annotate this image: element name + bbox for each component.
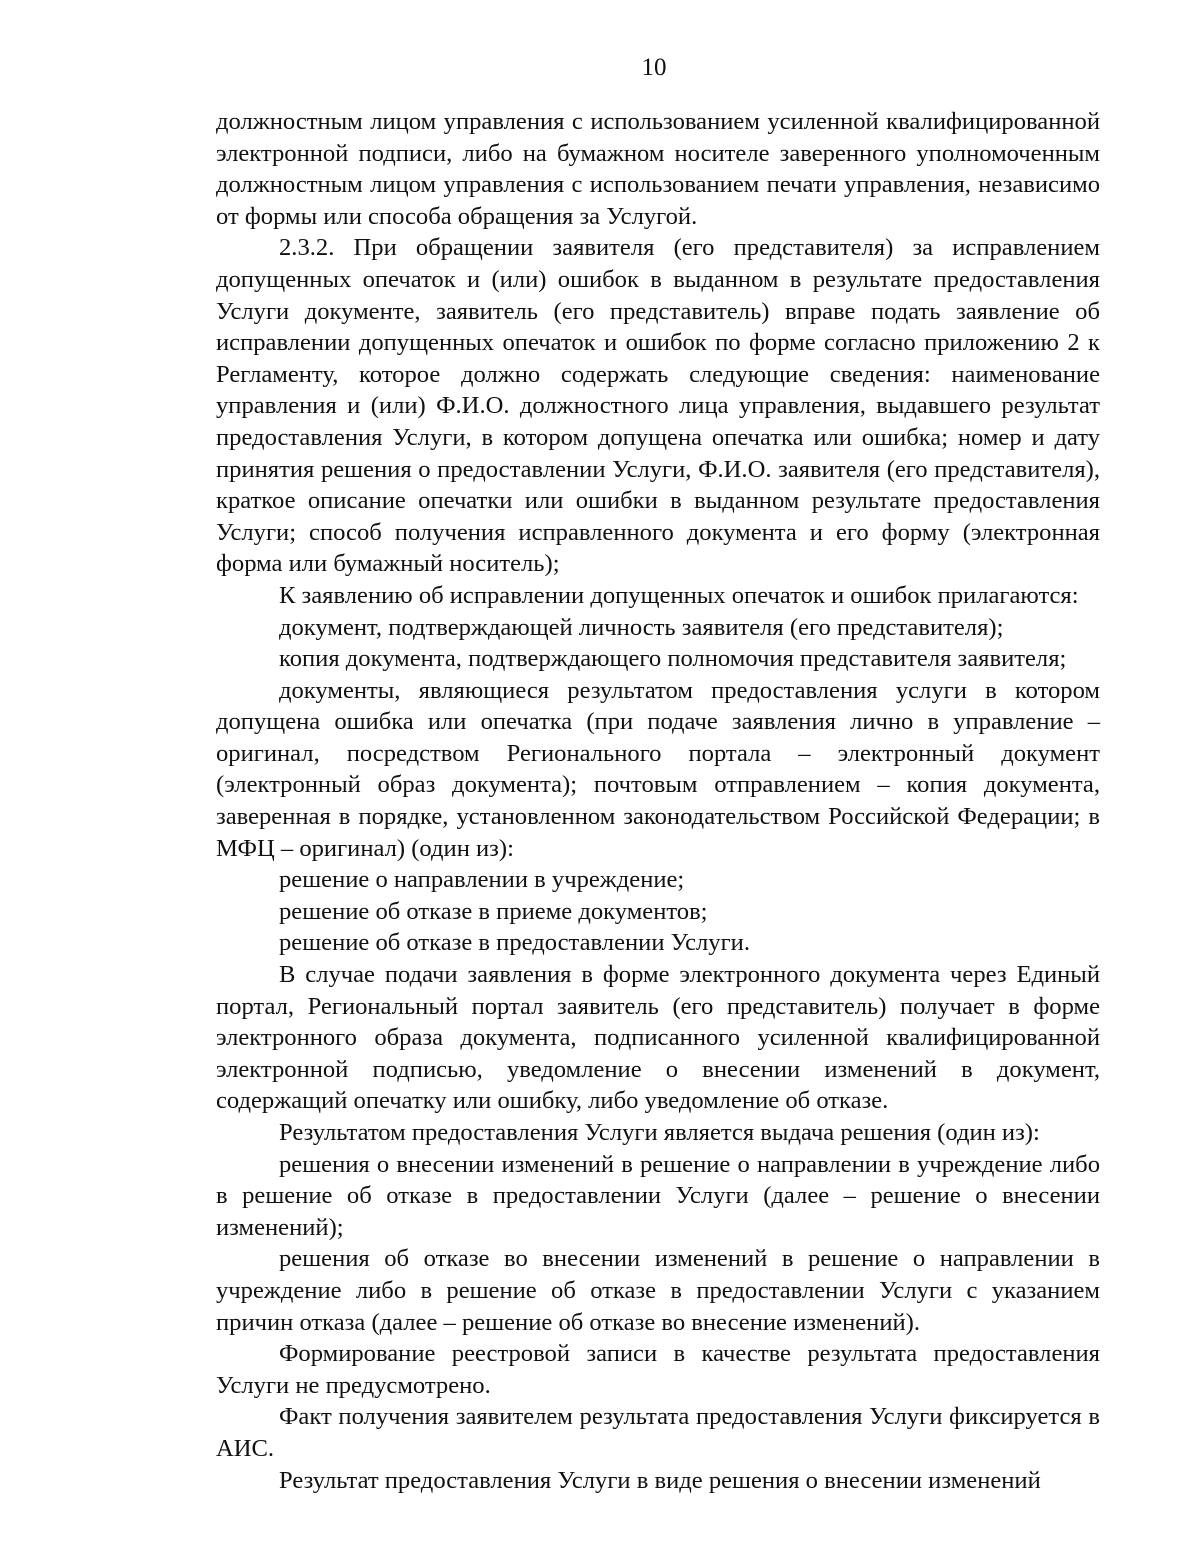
list-item-identity-document: документ, подтверждающей личность заявителя (его представителя); — [279, 613, 1004, 641]
paragraph-attachments-intro: К заявлению об исправлении допущенных опечаток и ошибок прилагаются: — [279, 581, 1079, 609]
paragraph-result-intro: Результатом предоставления Услуги является выдача решения (один из): — [279, 1119, 1040, 1146]
list-item-decision-refusal-changes: решения об отказе во внесении изменений в решение о направлении в учреждение либо в решение об отказе в предоставлении Услуги с указанием причин отказа (далее – решение об отказе во внесение изменений). — [216, 1245, 1100, 1336]
list-item-decision-refusal-service: решение об отказе в предоставлении Услуги. — [279, 929, 750, 957]
paragraph-continuation: должностным лицом управления с использованием усиленной квалифицированной электронной подписи, либо на бумажном носителе заверенного уполномоченным должностным лицом управления с использованием печати управления, независимо от формы или способа обращения за Услугой. — [216, 108, 1100, 230]
list-item-decision-refusal-acceptance: решение об отказе в приеме документов; — [279, 897, 708, 925]
paragraph-electronic-submission: В случае подачи заявления в форме электронного документа через Единый портал, Региональный портал заявитель (его представитель) получает в форме электронного образа документа, подписанного усиленной квалифицированной электронной подписью, уведомление о внесении изменений в документ, содержащий опечатку или ошибку, либо уведомление об отказе. — [216, 961, 1100, 1115]
paragraph-ais-record: Факт получения заявителем результата предоставления Услуги фиксируется в АИС. — [216, 1403, 1100, 1462]
paragraph-registry-record: Формирование реестровой записи в качестве результата предоставления Услуги не предусмотрено. — [216, 1340, 1100, 1399]
list-item-result-documents: документы, являющиеся результатом предоставления услуги в котором допущена ошибка или опечатка (при подаче заявления лично в управление – оригинал, посредством Регионального портала – электронный документ (электронный образ документа); почтовым отправлением – копия документа, заверенная в порядке, установленном законодательством Российской Федерации; в МФЦ – оригинал) (один из): — [216, 676, 1100, 862]
page-number: 10 — [641, 54, 667, 81]
list-item-decision-referral: решение о направлении в учреждение; — [279, 866, 685, 894]
list-item-decision-changes: решения о внесении изменений в решение о направлении в учреждение либо в решение об отказе в предоставлении Услуги (далее – решение о внесении изменений); — [216, 1150, 1100, 1241]
document-body — [216, 106, 1100, 1496]
paragraph-2-3-2: 2.3.2. При обращении заявителя (его представителя) за исправлением допущенных опечаток и (или) ошибок в выданном в результате предоставления Услуги документе, заявитель (его представитель) вправе подать заявление об исправлении допущенных опечаток и ошибок по форме согласно приложению 2 к Регламенту, которое должно содержать следующие сведения: наименование управления и (или) Ф.И.О. должностного лица управления, выдавшего результат предоставления Услуги, в котором допущена опечатка или ошибка; номер и дату принятия решения о предоставлении Услуги, Ф.И.О. заявителя (его представителя), краткое описание опечатки или ошибки в выданном результате предоставления Услуги; способ получения исправленного документа и его форму (электронная форма или бумажный носитель); — [216, 234, 1100, 578]
list-item-power-of-attorney-copy: копия документа, подтверждающего полномочия представителя заявителя; — [279, 645, 1067, 673]
paragraph-result-form: Результат предоставления Услуги в виде решения о внесении изменений — [279, 1466, 1041, 1494]
